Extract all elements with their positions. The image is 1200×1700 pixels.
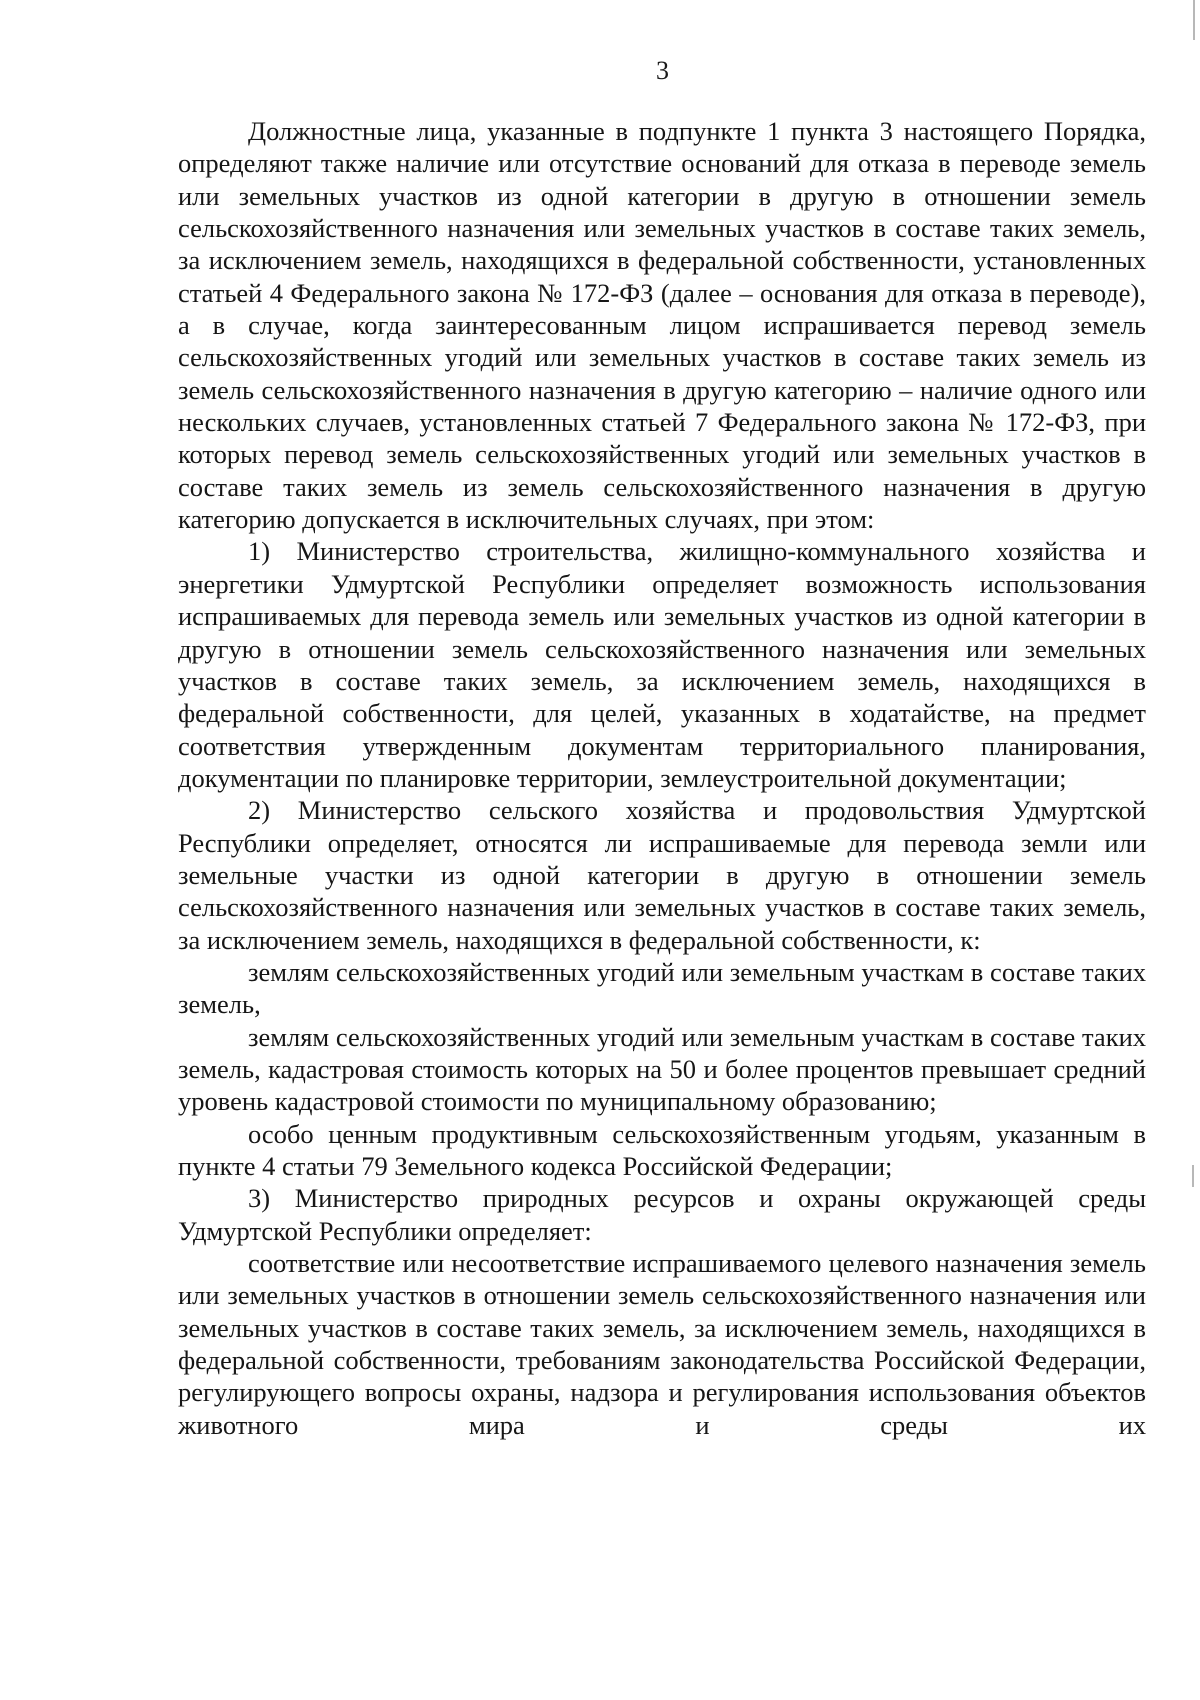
scan-edge-mark: [1193, 0, 1195, 40]
paragraph-agricultural-lands: землям сельскохозяйственных угодий или земельным участкам в составе таких земель,: [178, 956, 1146, 1020]
paragraph-compliance-requirements: соответствие или несоответствие испрашиваемого целевого назначения земель или земельных участков в отношении земель сельскохозяйственного назначения или земельных участков в составе таких земель, за исключением земель, находящихся в федеральной собственности, требованиям законодательства Российской Федерации, регулирующего вопросы охраны, надзора и регулирования использования объектов животного мира и среды их: [178, 1248, 1146, 1440]
scan-edge-mark: [1192, 1165, 1194, 1187]
paragraph-item-3-natural-resources-ministry: 3) Министерство природных ресурсов и охраны окружающей среды Удмуртской Республики определяет:: [178, 1183, 1146, 1246]
paragraph-valuable-lands: особо ценным продуктивным сельскохозяйственным угодьям, указанным в пункте 4 статьи 79 Земельного кодекса Российской Федерации;: [178, 1118, 1146, 1181]
paragraph-cadastral-value-lands: землям сельскохозяйственных угодий или земельным участкам в составе таких земель, кадастровая стоимость которых на 50 и более процентов превышает средний уровень кадастровой стоимости по муниципальному образованию;: [178, 1021, 1146, 1117]
paragraph-grounds-for-refusal: Должностные лица, указанные в подпункте 1 пункта 3 настоящего Порядка, определяют также наличие или отсутствие оснований для отказа в переводе земель или земельных участков из одной категории в другую в отношении земель сельскохозяйственного назначения или земельных участков в составе таких земель, за исключением земель, находящихся в федеральной собственности, установленных статьей 4 Федерального закона № 172-ФЗ (далее – основания для отказа в переводе), а в случае, когда заинтересованным лицом испрашивается перевод земель сельскохозяйственных угодий или земельных участков в составе таких земель из земель сельскохозяйственного назначения в другую категорию – наличие одного или нескольких случаев, установленных статьей 7 Федерального закона № 172-ФЗ, при которых перевод земель сельскохозяйственных угодий или земельных участков в составе таких земель из земель сельскохозяйственного назначения в другую категорию допускается в исключительных случаях, при этом:: [178, 116, 1146, 535]
document-body: [178, 115, 1146, 1441]
paragraph-item-2-agriculture-ministry: 2) Министерство сельского хозяйства и продовольствия Удмуртской Республики определяет, относятся ли испрашиваемые для перевода земли или земельные участки из одной категории в другую в отношении земель сельскохозяйственного назначения или земельных участков в составе таких земель, за исключением земель, находящихся в федеральной собственности, к:: [178, 795, 1146, 955]
paragraph-item-1-construction-ministry: 1) Министерство строительства, жилищно-коммунального хозяйства и энергетики Удмуртской Республики определяет возможность использования испрашиваемых для перевода земель или земельных участков из одной категории в другую в отношении земель сельскохозяйственного назначения или земельных участков в составе таких земель, за исключением земель, находящихся в федеральной собственности, для целей, указанных в ходатайстве, на предмет соответствия утвержденным документам территориального планирования, документации по планировке территории, землеустроительной документации;: [178, 536, 1146, 793]
page-number: 3: [656, 56, 669, 85]
